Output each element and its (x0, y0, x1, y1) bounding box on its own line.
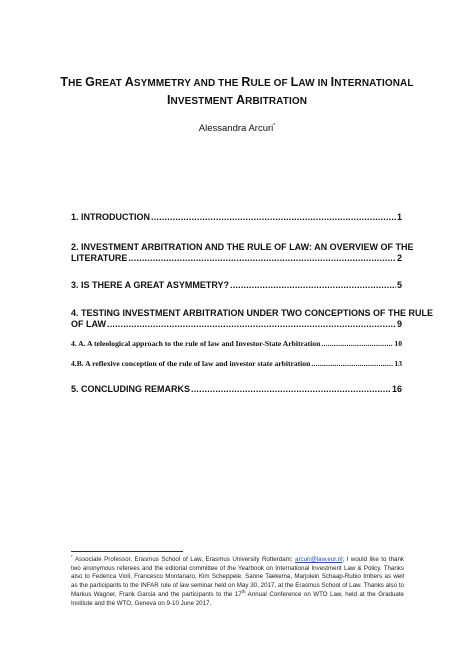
toc-dot-leader (107, 319, 396, 330)
footnote-ordinal-suffix: th (241, 588, 246, 594)
title-initial-capital: A (124, 75, 134, 89)
title-word-rest: REAT (94, 78, 125, 89)
toc-entry[interactable] (71, 358, 402, 369)
toc-entry-title: 4. TESTING INVESTMENT ARBITRATION UNDER TWO CONCEPTIONS OF THE RULE (71, 308, 434, 318)
document-title (40, 74, 434, 110)
toc-entry-line (71, 308, 434, 319)
author-line (40, 123, 434, 134)
toc-dot-leader (321, 338, 393, 349)
title-word-rest: HE (68, 78, 86, 89)
toc-page-number: 16 (391, 384, 402, 394)
title-initial-capital: I (166, 93, 171, 107)
footnote-separator (71, 551, 183, 552)
toc-entry-title: 4.B. A reflexive conception of the rule of law and investor state arbitration (71, 359, 311, 368)
toc-entry-line (71, 242, 414, 253)
title-word-rest: NTERNATIONAL (334, 78, 414, 89)
title-word-rest: SYMMETRY AND THE (133, 78, 242, 89)
title-word-rest: ULE OF (250, 78, 291, 89)
toc-entry-title: 3. IS THERE A GREAT ASYMMETRY? (71, 280, 230, 290)
toc-entry-line (71, 384, 402, 395)
toc-entry-line (71, 253, 402, 264)
author-footnote-marker[interactable]: * (273, 123, 276, 129)
toc-entry-title: 5. CONCLUDING REMARKS (71, 384, 191, 394)
title-word-rest: RBITRATION (245, 96, 308, 107)
toc-dot-leader (311, 358, 393, 369)
toc-entry[interactable] (71, 242, 414, 264)
toc-entry[interactable] (71, 308, 434, 330)
toc-dot-leader (151, 212, 396, 223)
toc-entry[interactable] (71, 280, 402, 291)
title-line-2 (40, 92, 434, 110)
toc-entry-line (71, 338, 402, 349)
toc-dot-leader (230, 280, 396, 291)
title-word-rest: AW IN (298, 78, 331, 89)
toc-entry-title: OF LAW (71, 319, 106, 329)
author-name: Alessandra Arcuri (198, 123, 274, 135)
footnote-text-after-email: ; I would like to thank two anonymous referees and the editorial committee of the Yearbook on International Investment Law & Policy. Thanks also to Federica Violi, Francesco Montanaro, Kim Scheppele, Sanne Taekema, Marjolein Schaap-Rubio Imbers as well as the participants to the INFAR rule of law seminar held on May 30, 2017, at the Erasmus School of Law. Thanks also to Markus Wagner, Frank Garcia and the participants to the 17 (71, 556, 404, 598)
toc-entry-line (71, 280, 402, 291)
toc-page-number: 1 (396, 212, 402, 222)
title-initial-capital: T (60, 75, 69, 89)
title-initial-capital: L (290, 75, 299, 89)
title-initial-capital: I (330, 75, 335, 89)
toc-entry-title: 1. INTRODUCTION (71, 212, 151, 222)
title-word-rest: NVESTMENT (170, 96, 236, 107)
footnote (71, 553, 404, 608)
toc-entry-title: LITERATURE (71, 253, 128, 263)
toc-entry-line (71, 358, 402, 369)
title-initial-capital: A (235, 93, 246, 107)
toc-page-number: 10 (394, 339, 402, 348)
toc-entry-line (71, 319, 402, 330)
toc-dot-leader (128, 253, 396, 264)
title-line-1 (40, 74, 434, 92)
footnote-marker: * (71, 553, 73, 559)
title-initial-capital: G (85, 75, 95, 89)
toc-entry[interactable] (71, 338, 402, 349)
toc-entry-title: 2. INVESTMENT ARBITRATION AND THE RULE OF LAW: AN OVERVIEW OF THE (71, 242, 414, 252)
toc-page-number: 9 (396, 319, 402, 329)
toc-dot-leader (191, 384, 391, 395)
toc-entry[interactable] (71, 212, 402, 223)
toc-entry-title: 4. A. A teleological approach to the rule of law and Investor-State Arbitration (71, 339, 321, 348)
footnote-text-end: Annual Conference on WTO Law, held at the Graduate Institute and the WTO, Geneva on 9-10 June 2017. (71, 590, 404, 607)
title-initial-capital: R (241, 75, 251, 89)
toc-entry[interactable] (71, 384, 402, 395)
toc-page-number: 5 (396, 280, 402, 290)
footnote-email-link[interactable]: arcuri@law.eur.nl (295, 556, 343, 563)
toc-page-number: 13 (394, 359, 402, 368)
toc-page-number: 2 (396, 253, 402, 263)
footnote-text-before-email: Associate Professor, Erasmus School of Law, Erasmus University Rotterdam; (72, 556, 295, 563)
toc-entry-line (71, 212, 402, 223)
